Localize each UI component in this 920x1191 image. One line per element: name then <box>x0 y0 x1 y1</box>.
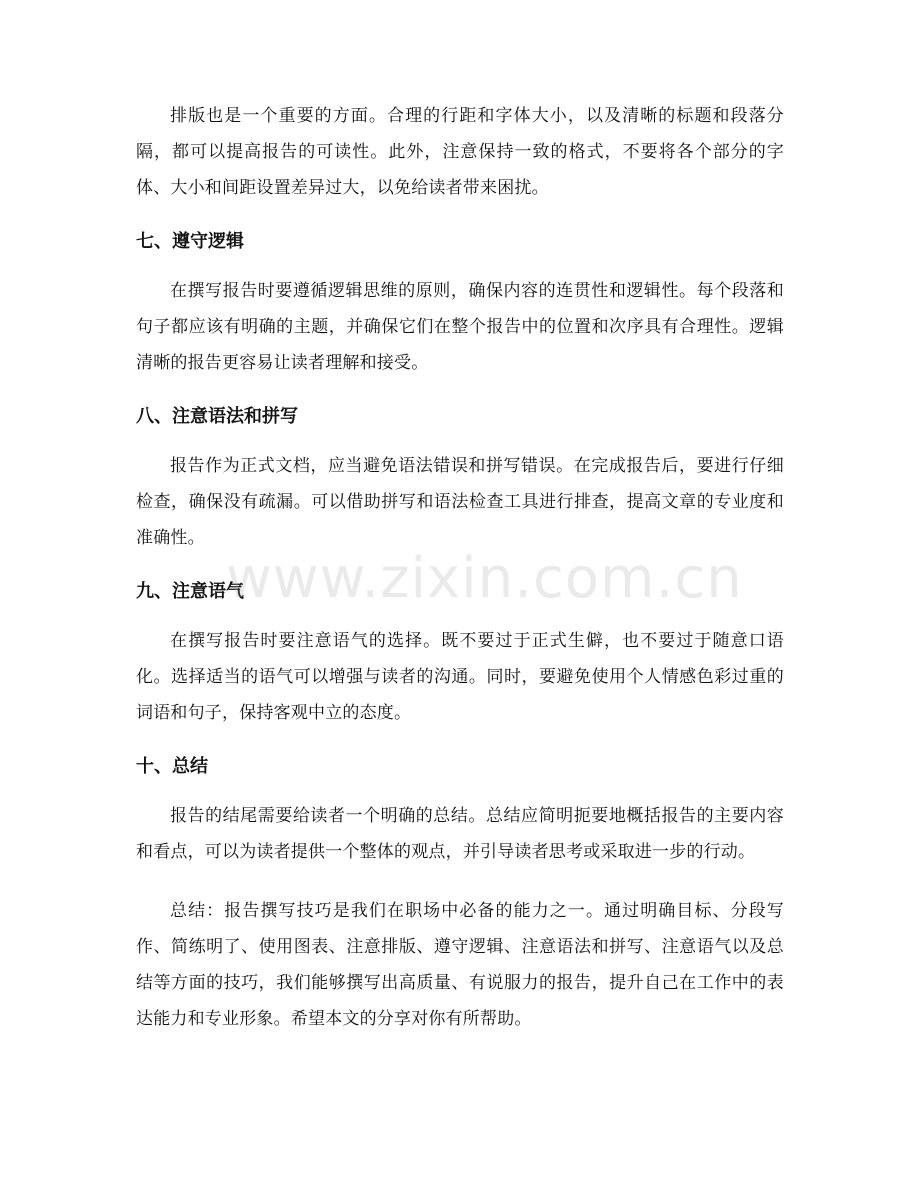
paragraph-section-10: 报告的结尾需要给读者一个明确的总结。总结应简明扼要地概括报告的主要内容和看点，可以为读者提供一个整体的观点，并引导读者思考或采取进一步的行动。 <box>136 806 784 862</box>
paragraph-layout: 排版也是一个重要的方面。合理的行距和字体大小，以及清晰的标题和段落分隔，都可以提高报告的可读性。此外，注意保持一致的格式，不要将各个部分的字体、大小和间距设置差异过大，以免给读者带来困扰。 <box>136 106 784 198</box>
paragraph-summary: 总结：报告撰写技巧是我们在职场中必备的能力之一。通过明确目标、分段写作、简练明了、使用图表、注意排版、遵守逻辑、注意语法和拼写、注意语气以及总结等方面的技巧，我们能够撰写出高质量、有说服力的报告，提升自己在工作中的表达能力和专业形象。希望本文的分享对你有所帮助。 <box>136 901 784 1029</box>
heading-section-9: 九、注意语气 <box>136 581 244 602</box>
paragraph-section-7: 在撰写报告时要遵循逻辑思维的原则，确保内容的连贯性和逻辑性。每个段落和句子都应该有明确的主题，并确保它们在整个报告中的位置和次序具有合理性。逻辑清晰的报告更容易让读者理解和接受。 <box>136 281 784 373</box>
heading-section-7: 七、遵守逻辑 <box>136 231 244 252</box>
heading-section-8: 八、注意语法和拼写 <box>136 406 298 427</box>
paragraph-section-8: 报告作为正式文档，应当避免语法错误和拼写错误。在完成报告后，要进行仔细检查，确保没有疏漏。可以借助拼写和语法检查工具进行排查，提高文章的专业度和准确性。 <box>136 456 784 548</box>
paragraph-section-9: 在撰写报告时要注意语气的选择。既不要过于正式生僻，也不要过于随意口语化。选择适当的语气可以增强与读者的沟通。同时，要避免使用个人情感色彩过重的词语和句子，保持客观中立的态度。 <box>136 631 784 723</box>
document-body <box>136 98 784 1037</box>
heading-section-10: 十、总结 <box>136 756 208 777</box>
watermark: www.zixin.com.cn <box>226 546 743 611</box>
